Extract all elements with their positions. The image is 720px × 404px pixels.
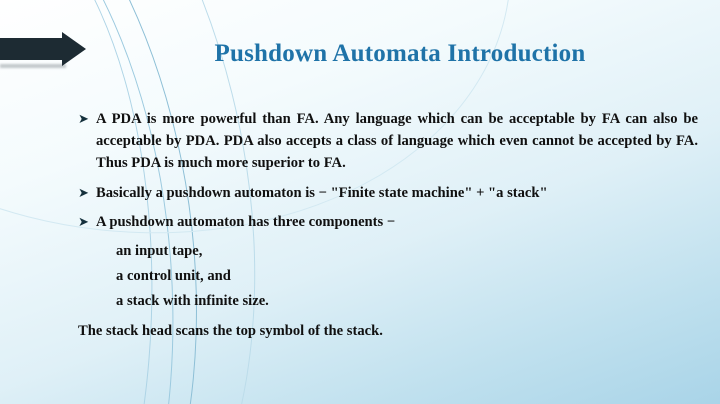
component-item: a control unit, and bbox=[116, 268, 231, 285]
bullet-text: A pushdown automaton has three components − bbox=[96, 213, 396, 230]
component-item: an input tape, bbox=[116, 242, 203, 259]
page-title: Pushdown Automata Introduction bbox=[214, 40, 586, 67]
arrow-bullet-icon: ➤ bbox=[78, 213, 89, 229]
bullet-text: A PDA is more powerful than FA. Any language which can be acceptable by FA can also be acceptable by PDA. PDA also accepts a class of language which even cannot be accepted by FA. Thus PDA is much more superior to FA. bbox=[96, 111, 698, 172]
component-item: a stack with infinite size. bbox=[116, 293, 269, 310]
banner-shadow bbox=[0, 64, 66, 68]
arrow-bullet-icon: ➤ bbox=[78, 184, 89, 200]
arrow-banner-icon bbox=[0, 32, 86, 66]
slide-content bbox=[78, 108, 698, 343]
closing-text: The stack head scans the top symbol of the stack. bbox=[78, 323, 383, 340]
bullet-item bbox=[78, 182, 698, 204]
bullet-item bbox=[78, 108, 698, 175]
bullet-text: Basically a pushdown automaton is − "Finite state machine" + "a stack" bbox=[96, 184, 548, 201]
bullet-item bbox=[78, 211, 698, 233]
arrow-bullet-icon: ➤ bbox=[78, 111, 89, 126]
